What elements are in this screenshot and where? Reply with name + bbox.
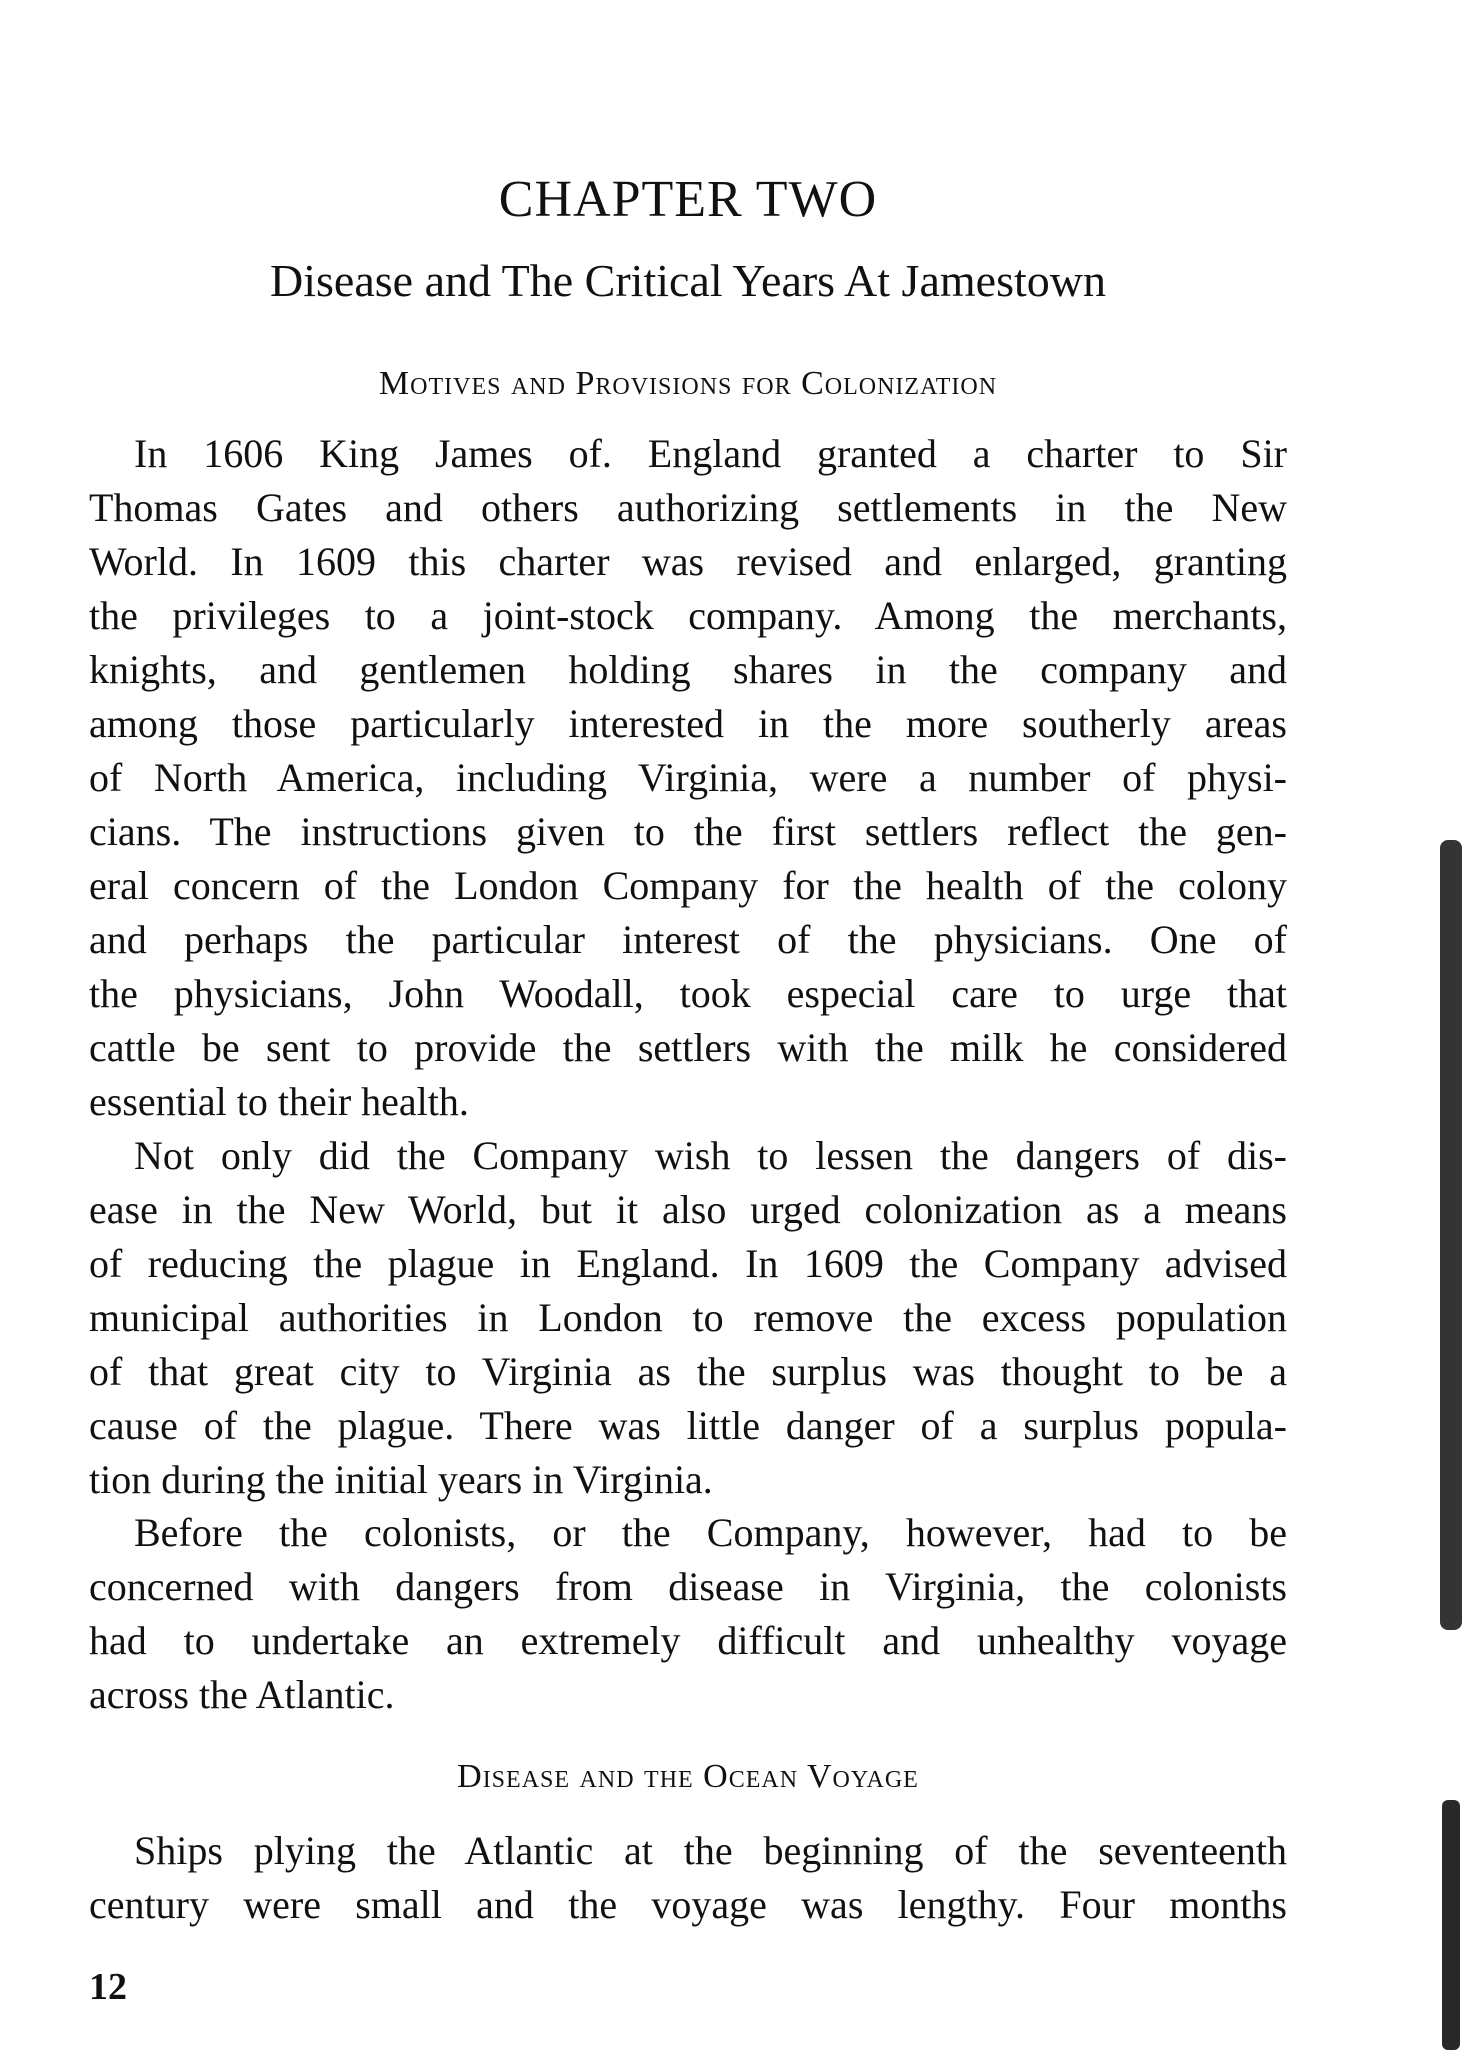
text-line: Ships plying the Atlantic at the beginning of the seventeenth xyxy=(134,1828,1287,1873)
text-line: essential to their health. xyxy=(89,1079,469,1124)
text-line: cause of the plague. There was little danger of a surplus popula- xyxy=(89,1403,1287,1448)
text-line: World. In 1609 this charter was revised and enlarged, granting xyxy=(89,539,1287,584)
text-line: knights, and gentlemen holding shares in the company and xyxy=(89,647,1287,692)
text-line: and perhaps the particular interest of the physicians. One of xyxy=(89,917,1287,962)
text-line: tion during the initial years in Virginia. xyxy=(89,1457,713,1502)
text-line: Thomas Gates and others authorizing settlements in the New xyxy=(89,485,1287,530)
text-line: cians. The instructions given to the first settlers reflect the gen- xyxy=(89,809,1287,854)
text-line: eral concern of the London Company for the health of the colony xyxy=(89,863,1287,908)
text-line: Not only did the Company wish to lessen the dangers of dis- xyxy=(134,1133,1287,1178)
text-line: of that great city to Virginia as the surplus was thought to be a xyxy=(89,1349,1287,1394)
text-line: of reducing the plague in England. In 1609 the Company advised xyxy=(89,1241,1287,1286)
text-line: among those particularly interested in the more southerly areas xyxy=(89,701,1287,746)
chapter-title: Disease and The Critical Years At Jamestown xyxy=(270,255,1106,306)
text-line: Before the colonists, or the Company, however, had to be xyxy=(134,1510,1287,1555)
page-number: 12 xyxy=(89,1966,127,2008)
chapter-label: CHAPTER TWO xyxy=(498,171,878,228)
text-line: concerned with dangers from disease in Virginia, the colonists xyxy=(89,1564,1287,1609)
text-line: the physicians, John Woodall, took especial care to urge that xyxy=(89,971,1287,1016)
text-line: across the Atlantic. xyxy=(89,1672,395,1717)
text-line: century were small and the voyage was lengthy. Four months xyxy=(89,1882,1287,1927)
text-line: In 1606 King James of. England granted a charter to Sir xyxy=(134,431,1287,476)
section-heading: Disease and the Ocean Voyage xyxy=(457,1758,919,1795)
text-line: the privileges to a joint-stock company. Among the merchants, xyxy=(89,593,1287,638)
text-line: ease in the New World, but it also urged colonization as a means xyxy=(89,1187,1287,1232)
scan-edge-shadow xyxy=(1440,840,1462,1630)
text-line: municipal authorities in London to remove the excess population xyxy=(89,1295,1287,1340)
text-line: of North America, including Virginia, were a number of physi- xyxy=(89,755,1287,800)
text-line: had to undertake an extremely difficult and unhealthy voyage xyxy=(89,1618,1287,1663)
text-line: cattle be sent to provide the settlers with the milk he considered xyxy=(89,1025,1287,1070)
scan-edge-shadow xyxy=(1442,1800,1460,2050)
section-heading: Motives and Provisions for Colonization xyxy=(378,365,998,402)
